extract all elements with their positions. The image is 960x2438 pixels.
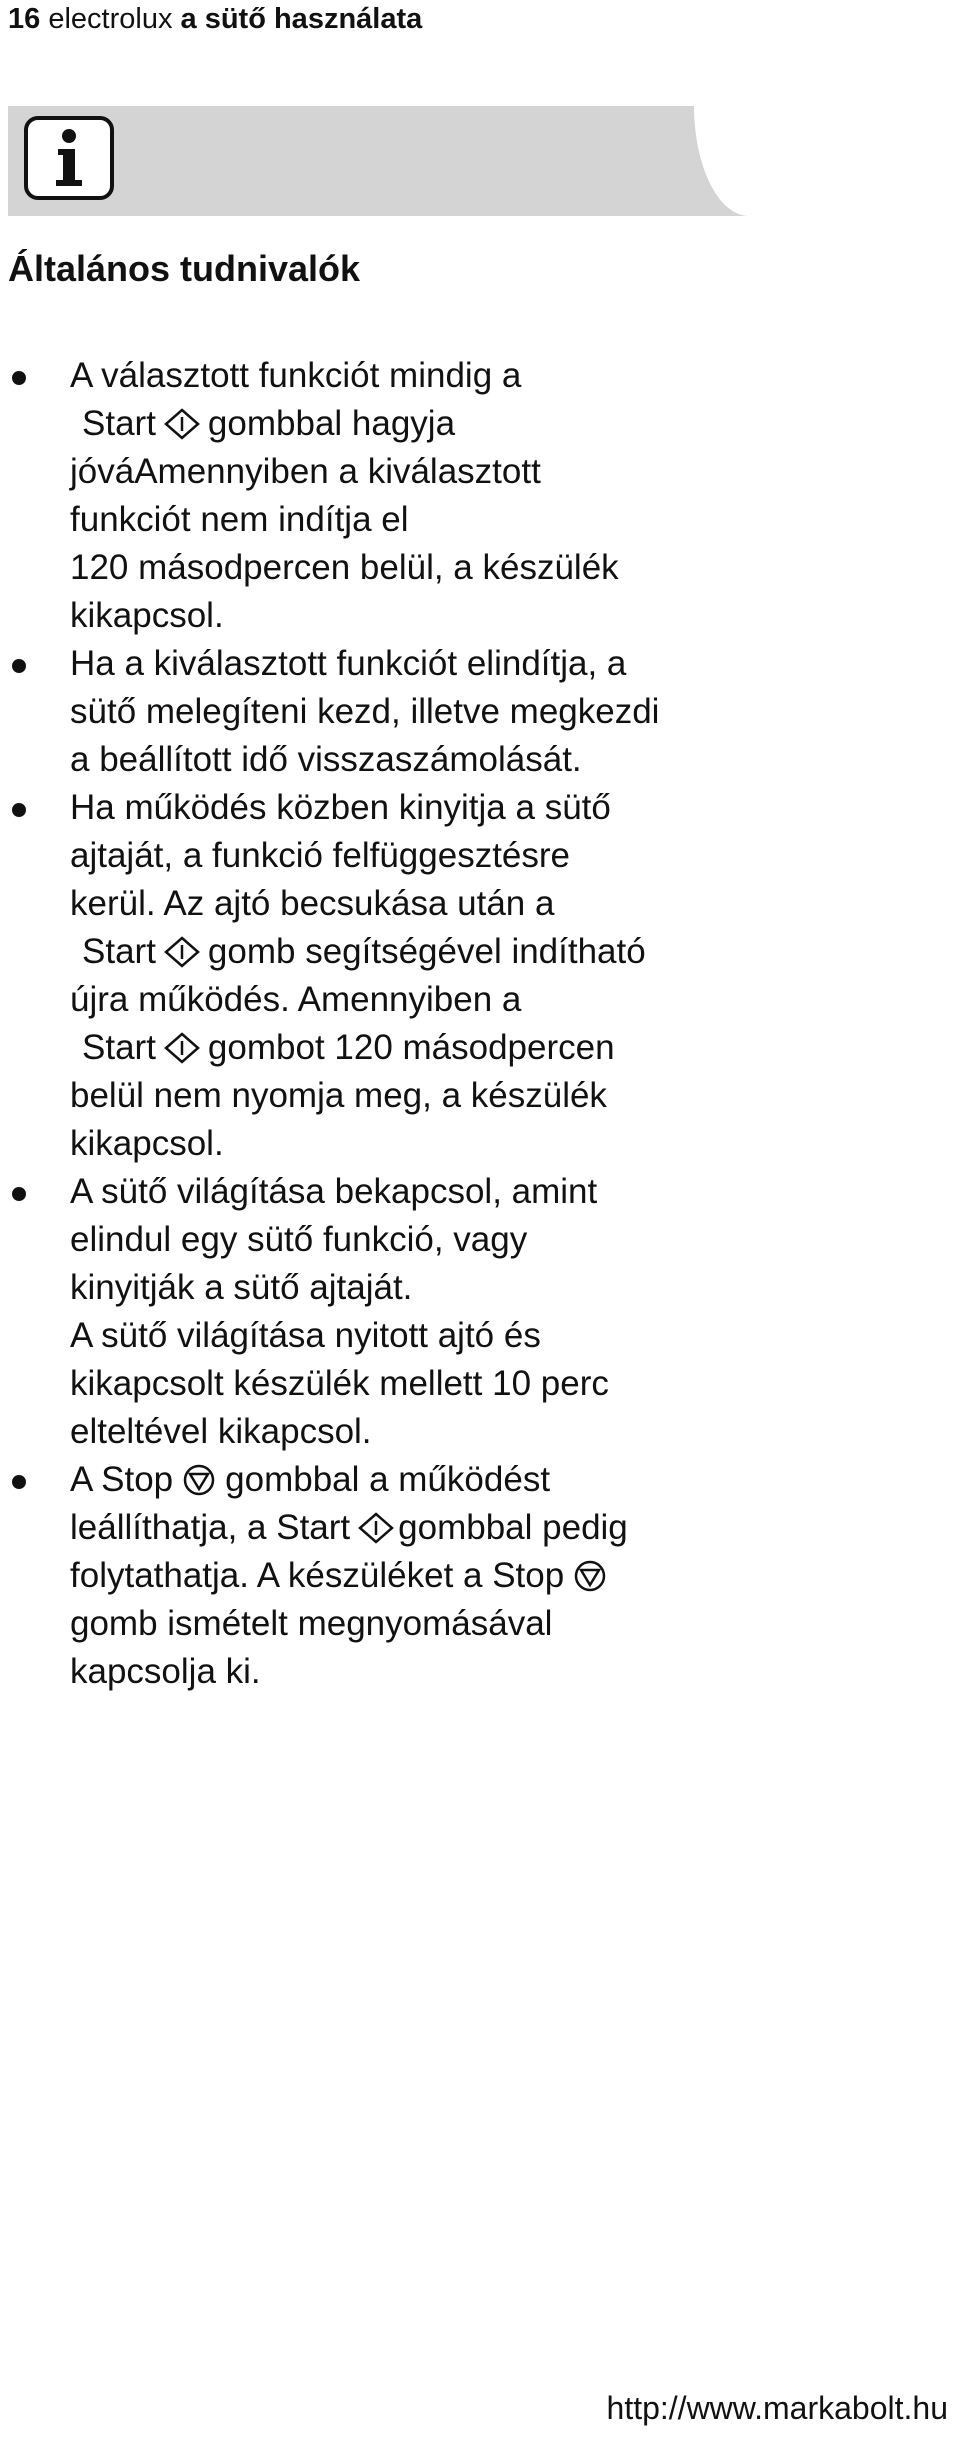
start-button-icon — [162, 407, 202, 441]
text-line: kerül. Az ajtó becsukása után a — [70, 884, 555, 923]
info-banner — [8, 106, 748, 216]
text-line: kinyitják a sütő ajtaját. — [70, 1268, 413, 1307]
text-line: Start gomb segítségével indítható — [82, 932, 646, 971]
text-line: belül nem nyomja meg, a készülék — [70, 1076, 607, 1115]
text-line: elindul egy sütő funkció, vagy — [70, 1220, 528, 1259]
section-title: a sütő használata — [180, 3, 423, 35]
bullet-point — [12, 1475, 26, 1489]
text-line: kikapcsol. — [70, 1124, 224, 1163]
text-line: kapcsolja ki. — [70, 1652, 261, 1691]
text-line: Start gombbal hagyja — [82, 404, 456, 443]
text-line: Ha a kiválasztott funkciót elindítja, a — [70, 644, 627, 683]
text-line: a beállított idő visszaszámolását. — [70, 740, 582, 779]
page-header — [8, 2, 422, 36]
source-url: http://www.markabolt.hu — [606, 2390, 948, 2426]
start-button-icon — [356, 1511, 396, 1545]
text-line: elteltével kikapcsol. — [70, 1412, 372, 1451]
page-number: 16 — [8, 3, 41, 35]
text-line: A választott funkciót mindig a — [70, 356, 522, 395]
bullet-point — [12, 1187, 26, 1201]
start-button-icon — [162, 1031, 202, 1065]
text-line: Ha működés közben kinyitja a sütő — [70, 788, 611, 827]
text-line: A sütő világítása bekapcsol, amint — [70, 1172, 598, 1211]
text-line: A sütő világítása nyitott ajtó és — [70, 1316, 541, 1355]
text-line: újra működés. Amennyiben a — [70, 980, 522, 1019]
text-line: ajtaját, a funkció felfüggesztésre — [70, 836, 571, 875]
text-line: 120 másodpercen belül, a készülék — [70, 548, 619, 587]
bullet-point — [12, 371, 26, 385]
text-line: Start gombot 120 másodpercen — [82, 1028, 615, 1067]
text-line: kikapcsol. — [70, 596, 224, 635]
text-line: gomb ismételt megnyomásával — [70, 1604, 553, 1643]
bullet-point — [12, 659, 26, 673]
text-line: leállíthatja, a Start gombbal pedig — [70, 1508, 628, 1547]
start-button-icon — [162, 935, 202, 969]
text-line: kikapcsolt készülék mellett 10 perc — [70, 1364, 609, 1403]
info-icon — [24, 116, 114, 200]
stop-button-icon — [570, 1559, 610, 1593]
stop-button-icon — [179, 1463, 219, 1497]
text-line: jóváAmennyiben a kiválasztott — [70, 452, 541, 491]
bullet-point — [12, 803, 26, 817]
brand-name: electrolux — [48, 3, 173, 35]
text-line: sütő melegíteni kezd, illetve megkezdi — [70, 692, 660, 731]
page-heading: Általános tudnivalók — [8, 248, 361, 289]
text-line: A Stop gombbal a működést — [70, 1460, 551, 1499]
text-line: folytathatja. A készüléket a Stop — [70, 1556, 616, 1596]
text-line: funkciót nem indítja el — [70, 500, 409, 539]
